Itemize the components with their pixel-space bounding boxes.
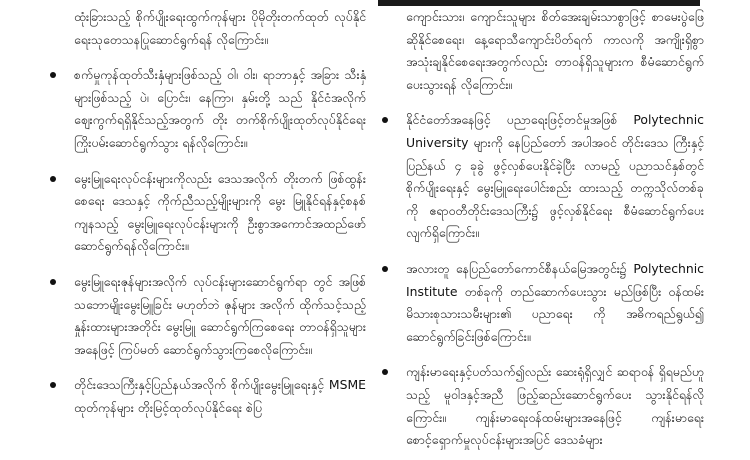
bullet-text: နိုင်ငံတော်အနေဖြင့် ပညာရေးဖြင့်တင်မှုအဖြစ် Polytechnic University များကို နေပြည်တော် အပါအဝင် တိုင်းဒေသ ကြီးနှင့် ပြည်နယ် ၄ ခုခွဲ ဖွင့်လှစ်ပေးနိုင်ခဲ့ပြီး လာမည့် ပညာသင်နှစ်တွင် စိုက်ပျိုးရေးနှင့် မွေးမြူရေးပေါင်းစည်း ထားသည့် တက္ကသိုလ်တစ်ခုကို ဧရာဝတီတိုင်းဒေသကြီး၌ ဖွင့်လှစ်နိုင်ရေး စီမံဆောင်ရွက်ပေးလျက်ရှိကြောင်း။	[406, 112, 704, 241]
bullet-text: မွေးမြူရေးဇုန်များအလိုက် လုပ်ငန်းများဆောင်ရွက်ရာ တွင် အဖြစ်သဘောမျိုးမွေးမြူခြင်း မဟုတ်ဘဲ ဇုန်များ အလိုက် ထိုက်သင့်သည့်နှုန်းထားများအတိုင်း မွေးမြူ ဆောင်ရွက်ကြစေရေး တာဝန်ရှိသူများအနေဖြင့် ကြပ်မတ် ဆောင်ရွက်သွားကြစေလိုကြောင်း။	[74, 273, 366, 357]
bullet-item	[48, 271, 366, 361]
bullet-icon	[50, 72, 56, 78]
bullet-item	[48, 374, 366, 419]
right-column	[380, 6, 704, 452]
paragraph-continuation	[380, 6, 704, 96]
bullet-icon	[382, 266, 388, 272]
bullet-text: ကျန်းမာရေးနှင့်ပတ်သက်၍လည်း ဆေးရုံရှိလျှင် ဆရာဝန် ရှိရမည်ဟူသည့် မူဝါဒနှင့်အညီ ဖြည့်ဆည်းဆောင်ရွက်ပေး သွားနိုင်ရန်လိုကြောင်း။ ကျန်းမာရေးဝန်ထမ်းများအနေဖြင့် ကျန်းမာရေးစောင့်ရှောက်မှုလုပ်ငန်းများအပြင် ဒေသခံများ	[406, 364, 704, 448]
paragraph-text: ကျောင်းသား၊ ကျောင်းသူများ စိတ်အေးချမ်းသာစွာဖြင့် စာမေးပွဲဖြေဆိုနိုင်စေရေး၊ နေ့ရောသီကျောင်းပိတ်ရက် ကာလကို အကျိုးရှိစွာအသုံးချနိုင်စေရေးအတွက်လည်း တာဝန်ရှိသူများက စီမံဆောင်ရွက်ပေးသွားရန် လိုကြောင်း။	[406, 9, 704, 92]
bullet-item	[48, 64, 366, 154]
bullet-icon	[382, 369, 388, 375]
bullet-item	[48, 168, 366, 258]
paragraph-continuation	[48, 6, 366, 51]
bullet-icon	[50, 176, 56, 182]
bullet-icon	[382, 117, 388, 123]
bullet-item	[380, 109, 704, 245]
paragraph-text: ထုံးခြားသည့် စိုက်ပျိုးရေးထွက်ကုန်များ ပိုမိုတိုးတက်ထုတ် လုပ်နိုင်ရေးသုတေသနပြုဆောင်ရွက်ရန် လိုကြောင်း။	[74, 9, 366, 47]
bullet-text: အလားတူ နေပြည်တော်ကောင်စီနယ်မြေအတွင်း၌ Polytechnic Institute တစ်ခုကို တည်ဆောက်ပေးသွား မည်ဖြစ်ပြီး ဝန်ထမ်းမိသားစုသားသမီးများ၏ ပညာရေး ကို အဓိကရည်ရွယ်၍ ဆောင်ရွက်ခြင်းဖြစ်ကြောင်း။	[406, 260, 704, 344]
bullet-item	[380, 361, 704, 451]
bullet-icon	[50, 279, 56, 285]
bullet-icon	[50, 382, 56, 388]
bullet-item	[380, 258, 704, 348]
bullet-text: စက်မှုကုန်ထုတ်သီးနှံများဖြစ်သည့် ဝါ၊ ဝါး၊ ရာဘာနှင့် အခြား သီးနှံများဖြစ်သည့် ပဲ၊ ပြောင်း၊ နေကြာ၊ နှမ်းတို့ သည် နိုင်ငံအလိုက် ဈေးကွက်ရရှိနိုင်သည့်အတွက် တိုး တက်စိုက်ပျိုးထုတ်လုပ်နိုင်ရေး ကြိုးပမ်းဆောင်ရွက်သွား ရန်လိုကြောင်း။	[74, 67, 366, 150]
bullet-text: တိုင်းဒေသကြီးနှင့်ပြည်နယ်အလိုက် စိုက်ပျိုးမွေးမြူရေးနှင့် MSME ထုတ်ကုန်များ တိုးမြင့်ထုတ်လုပ်နိုင်ရေး စဲပြ	[74, 377, 366, 415]
bullet-text: မွေးမြူရေးလုပ်ငန်းများကိုလည်း ဒေသအလိုက် တိုးတက် ဖြစ်ထွန်းစေရေး ဒေသနှင့် ကိုက်ညီသည့်မျိုးများကို မွေး မြူနိုင်ရန်နှင့်စနစ်ကျနသည့် မွေးမြူရေးလုပ်ငန်းများကို ဦးစွာအကောင်အထည်ဖော်ဆောင်ရွက်ရန်လိုကြောင်း။	[74, 170, 366, 254]
left-column	[48, 6, 366, 420]
